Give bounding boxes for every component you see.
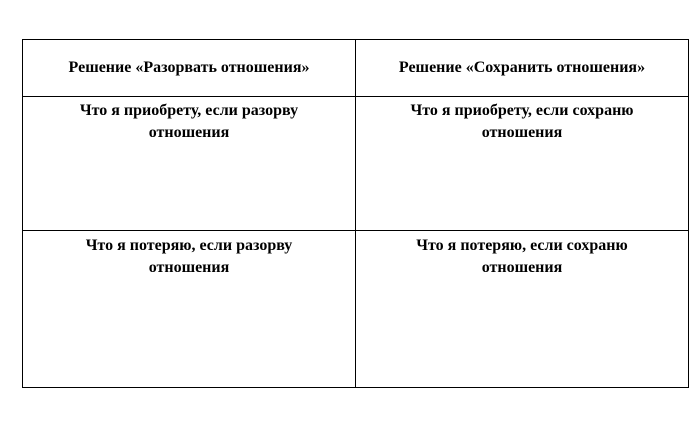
cell-gain-if-keep: [356, 97, 688, 230]
cell-loss-if-keep-text: Что я потеряю, если сохраню отношения: [416, 237, 628, 276]
header-break-relationship-text: Решение «Разорвать отношения»: [68, 59, 310, 76]
cell-gain-if-keep-text: Что я приобрету, если сохраню отношения: [410, 102, 634, 141]
header-break-relationship: [23, 40, 355, 96]
cell-loss-if-keep: [356, 231, 688, 387]
header-keep-relationship: [356, 40, 688, 96]
cell-gain-if-break: [23, 97, 355, 230]
header-keep-relationship-text: Решение «Сохранить отношения»: [398, 59, 646, 76]
cell-loss-if-break: [23, 231, 355, 387]
cell-loss-if-break-text: Что я потеряю, если разорву отношения: [85, 237, 293, 276]
cell-gain-if-break-text: Что я приобрету, если разорву отношения: [79, 102, 299, 141]
decision-table: [22, 39, 689, 388]
